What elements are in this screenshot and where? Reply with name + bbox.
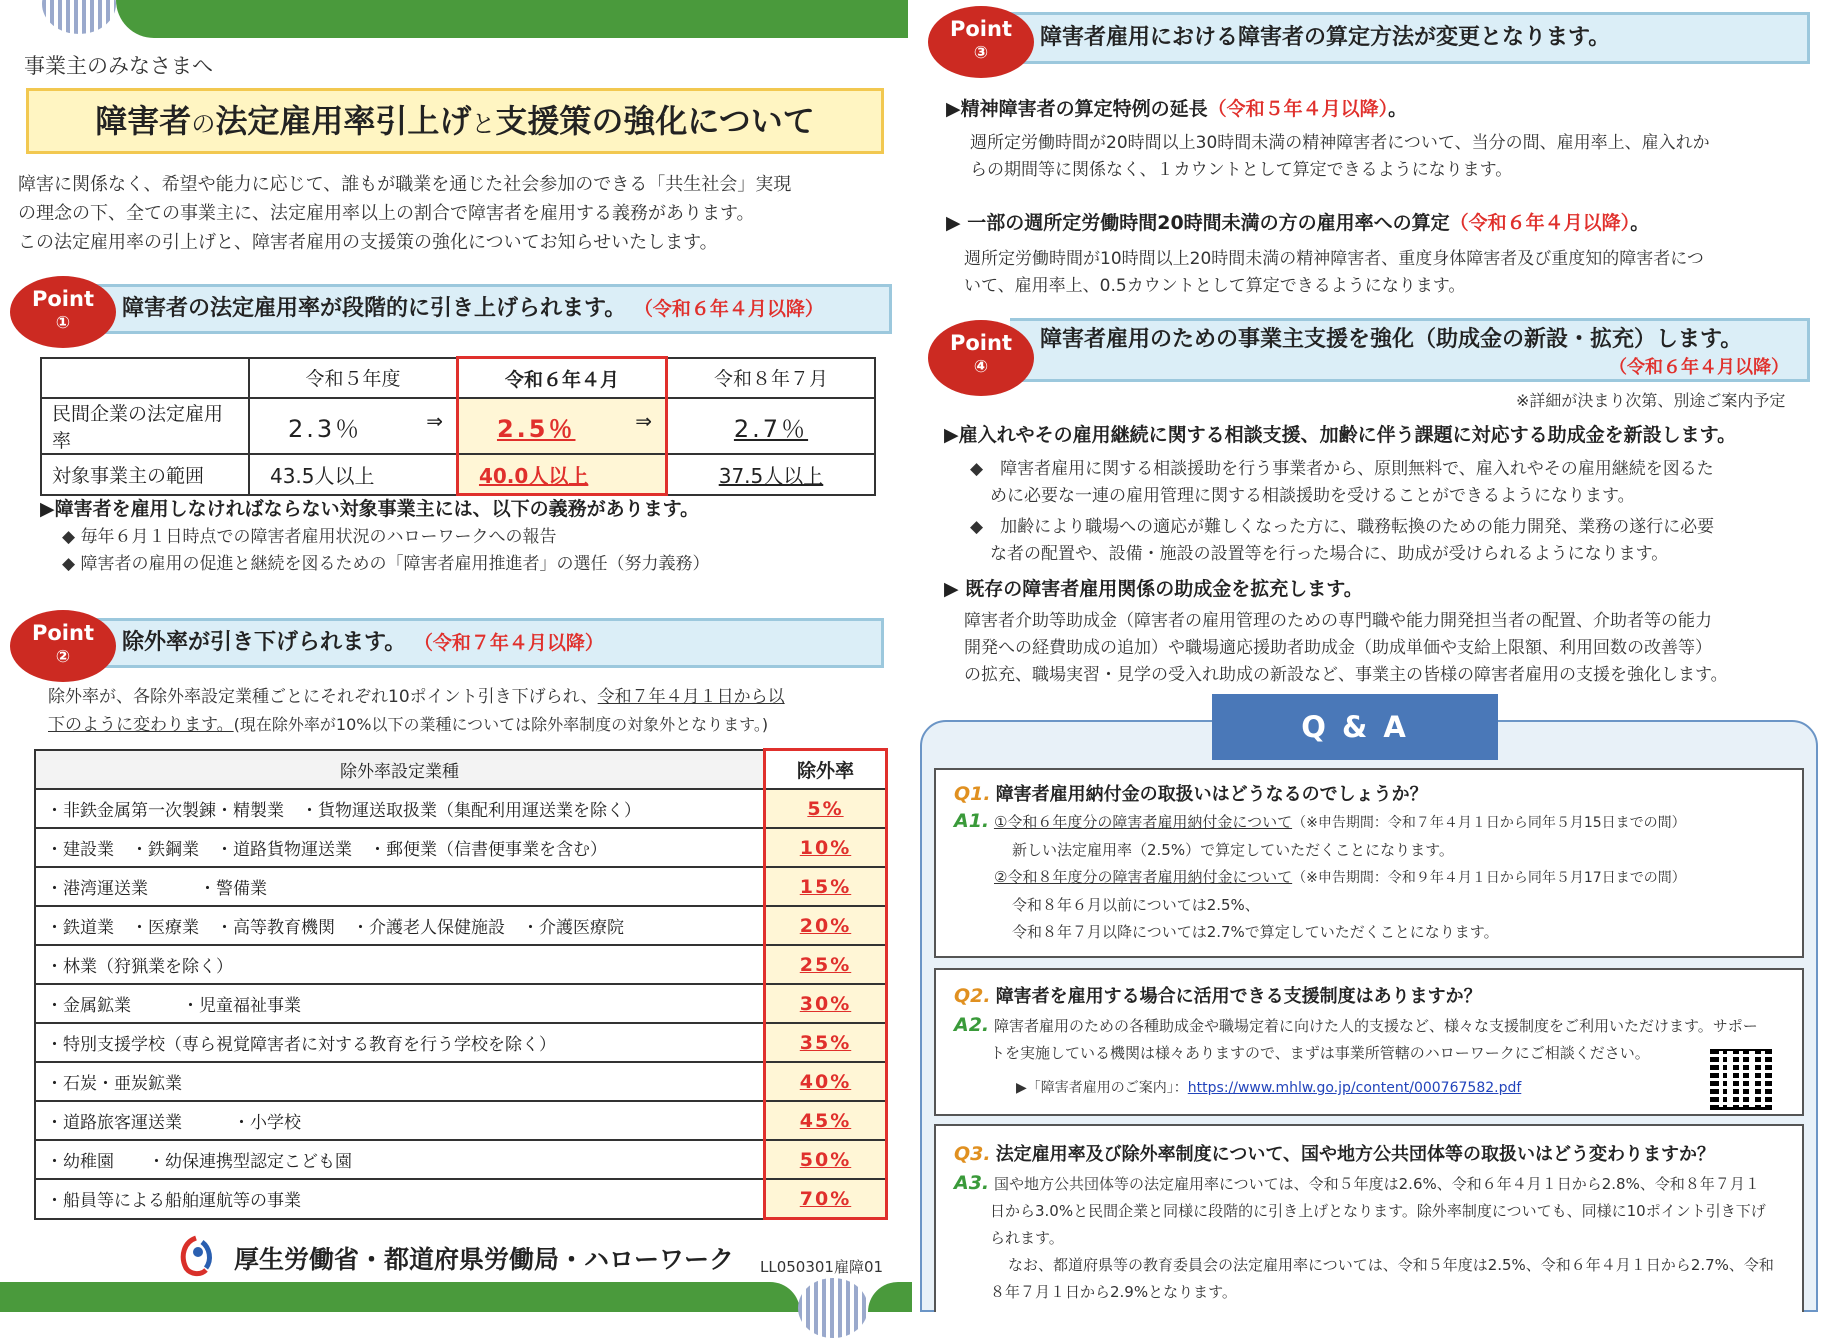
greeting: 事業主のみなさまへ [24,54,213,78]
employment-rate-table [40,356,876,496]
table-header-rate: 除外率 [764,750,886,790]
intro-line: 障害に関係なく、希望や能力に応じて、誰もが職業を通じた社会参加のできる「共生社会」実現 [18,174,792,195]
intro-line: この法定雇用率の引上げと、障害者雇用の支援策の強化についてお知らせいたします。 [18,232,718,253]
item-date: （令和６年４月以降） [1449,212,1631,234]
point3-header [1010,12,1810,64]
rate-cell: 5% [764,789,886,828]
title-to: と [471,110,496,138]
answer-text: 日から3.0%と民間企業と同様に段階的に引き上げとなります。除外率制度についても、同様に10ポイント引き下げ [990,1202,1766,1220]
table-row: ・石炭・亜炭鉱業 [35,1062,764,1101]
list-item: ◆ 加齢により職場への適応が難しくなった方に、職務転換のための能力開発、業務の遂行に必要 [970,517,1715,537]
duty-title: ▶障害者を雇用しなければならない対象事業主には、以下の義務があります。 [40,498,700,520]
table-corner [41,358,249,399]
answer-text: 令和８年６月以前については2.5%、 [1012,896,1260,914]
question-tag: Q3. [954,1143,991,1165]
link-label: ▶「障害者雇用のご案内」： [1016,1080,1188,1096]
question-tag: Q2. [954,985,991,1007]
answer-tag: A2. [954,1014,990,1036]
answer-text: （※申告期間：令和７年４月１日から同年５月15日までの間） [1292,815,1686,831]
answer-text: （※申告期間：令和９年４月１日から同年５月17日までの間） [1292,870,1686,886]
page-title [29,91,881,154]
bottom-green-bar-right [868,1282,912,1312]
item-title: ▶ 一部の週所定労働時間20時間未満の方の雇用率への算定 [946,212,1450,234]
duty-list [62,524,709,578]
table-cell [249,398,458,454]
point2-title: 除外率が引き下げられます。 [122,630,407,655]
point4-title: 障害者雇用のための事業主支援を強化（助成金の新設・拡充）します。 [1040,327,1743,352]
point4-header [1010,318,1810,382]
page-title-box [26,88,884,154]
body-line: の拡充、職場実習・見学の受入れ助成の新設など、事業主の皆様の障害者雇用の支援を強化します。 [964,665,1728,685]
ministry-name: 厚生労働省・都道府県労働局・ハローワーク [234,1245,735,1274]
rate-cell: 15% [764,867,886,906]
body-line: 週所定労働時間が10時間以上20時間未満の精神障害者、重度身体障害者及び重度知的障害者につ [964,249,1704,269]
point3-item2-title [946,208,1649,235]
item-end: 。 [1630,212,1650,234]
intro-line: の理念の下、全ての事業主に、法定雇用率以上の割合で障害者を雇用する義務があります。 [18,203,755,224]
point1-date: （令和６年４月以降） [633,298,824,320]
answer-text: 新しい法定雇用率（2.5%）で算定していただくことになります。 [1012,841,1454,859]
list-item: ◆ 障害者の雇用の促進と継続を図るための「障害者雇用推進者」の選任（努力義務） [62,554,710,574]
answer-text: ８年７月１日から2.9%となります。 [990,1283,1237,1301]
table-cell: 43.5人以上 [249,454,458,495]
badge-word: Point [949,331,1012,355]
answer-text-underlined: ①令和６年度分の障害者雇用納付金について [993,813,1293,831]
point1-title: 障害者の法定雇用率が段階的に引き上げられます。 [122,296,627,321]
desc-text-underlined: 令和７年４月１日から以 [597,687,785,707]
answer-text: 令和８年７月以降については2.7%で算定していただくことになります。 [1012,923,1499,941]
list-item: めに必要な一連の雇用管理に関する相談援助を受けることができるようになります。 [990,486,1635,506]
answer-text: トを実施している機関は様々ありますので、まずは事業所管轄のハローワークにご相談ください。 [990,1044,1650,1062]
point2-date: （令和７年４月以降） [413,632,604,654]
rate-cell: 20% [764,906,886,945]
arrow-icon: ⇒ [635,408,655,433]
body-line: 週所定労働時間が20時間以上30時間未満の精神障害者について、当分の間、雇用率上、雇入れか [970,133,1710,153]
rate-cell: 40% [764,1062,886,1101]
table-cell-highlight [457,398,666,454]
badge-num: ① [55,313,71,333]
qr-code-icon [1710,1048,1772,1110]
qa-heading: Q & A [1212,694,1498,760]
rate-cell: 25% [764,945,886,984]
title-part2: 法定雇用率引上げ [215,102,472,140]
bottom-green-bar [0,1282,800,1312]
rate-cell: 30% [764,984,886,1023]
item-end: 。 [1388,98,1408,120]
table-row: ・林業（狩猟業を除く） [35,945,764,984]
row-label: 対象事業主の範囲 [41,454,249,495]
point3-item1-title [946,94,1407,121]
table-header: 除外率設定業種 [35,750,764,790]
table-row: ・非鉄金属第一次製錬・精製業 ・貨物運送取扱業（集配利用運送業を除く） [35,789,764,828]
rate-value: 2.7％ [733,414,809,443]
table-cell [666,398,875,454]
rate-cell: 45% [764,1101,886,1140]
table-row: ・道路旅客運送業 ・小学校 [35,1101,764,1140]
question-text: 障害者雇用納付金の取扱いはどうなるのでしょうか？ [995,784,1428,805]
table-row: ・港湾運送業 ・警備業 [35,867,764,906]
question-text: 障害者を雇用する場合に活用できる支援制度はありますか？ [995,986,1482,1007]
rate-cell: 10% [764,828,886,867]
title-part3: 支援策の強化について [495,102,815,140]
desc-text: (現在除外率が10%以下の業種については除外率制度の対象外となります。) [233,715,769,734]
point4-item1-title: ▶雇入れやその雇用継続に関する相談支援、加齢に伴う課題に対応する助成金を新設します。 [944,424,1737,446]
point1-badge [10,276,116,348]
list-item: ◆ 毎年６月１日時点での障害者雇用状況のハローワークへの報告 [62,527,557,547]
table-header: 令和８年７月 [666,358,875,399]
rate-cell: 35% [764,1023,886,1062]
guide-link[interactable]: https://www.mhlw.go.jp/content/000767582.pdf [1187,1080,1522,1096]
qa-box-2 [934,968,1804,1116]
point4-badge [928,320,1034,396]
answer-text: られます。 [990,1229,1064,1247]
point3-badge [928,6,1034,78]
table-row: ・船員等による船舶運航等の事業 [35,1179,764,1219]
list-item: な者の配置や、設備・施設の設置等を行った場合に、助成が受けられるようになります。 [990,544,1669,564]
badge-num: ② [55,647,71,667]
point4-item2-body [964,608,1728,689]
point3-item1-body [970,130,1710,184]
point3-item2-body [964,246,1704,300]
body-line: 開発への経費助成の追加）や職場適応援助者助成金（助成単価や支給上限額、利用回数の改善等） [964,638,1712,658]
point4-date: （令和６年４月以降） [1609,357,1789,378]
answer-text: 国や地方公共団体等の法定雇用率については、令和５年度は2.6%、令和６年４月１日から2.8%、令和８年７月１ [993,1175,1760,1193]
answer-tag: A3. [954,1172,990,1194]
title-part1: 障害者 [95,102,192,140]
badge-num: ④ [973,357,989,377]
table-row: ・幼稚園 ・幼保連携型認定こども園 [35,1140,764,1179]
table-header: 令和５年度 [249,358,458,399]
point2-desc [48,684,785,739]
point4-note: ※詳細が決まり次第、別途ご案内予定 [1516,391,1786,410]
document-code: LL050301雇障01 [760,1258,884,1276]
badge-word: Point [949,17,1012,41]
intro-text [18,170,791,257]
point3-title: 障害者雇用における障害者の算定方法が変更となります。 [1040,25,1611,50]
table-cell: 37.5人以上 [666,454,875,495]
point2-badge [10,610,116,682]
table-header-highlight: 令和６年４月 [457,358,666,399]
list-item: ◆ 障害者雇用に関する相談援助を行う事業者から、原則無料で、雇入れやその雇用継続を図るた [970,459,1714,479]
ministry-logo-icon [176,1234,216,1278]
item-title: ▶精神障害者の算定特例の延長 [946,98,1208,120]
body-line: らの期間等に関係なく、１カウントとして算定できるようになります。 [970,160,1513,180]
body-line: いて、雇用率上、0.5カウントとして算定できるようになります。 [964,276,1466,296]
answer-text-underlined: ②令和８年度分の障害者雇用納付金について [994,868,1293,886]
rate-cell: 70% [764,1179,886,1219]
answer-tag: A1. [954,810,990,832]
item-date: （令和５年４月以降） [1207,98,1389,120]
decorative-stripe-top [42,0,116,34]
rate-value: 2.5％ [496,414,576,443]
rate-value: 2.3％ [287,414,363,443]
table-row: ・建設業 ・鉄鋼業 ・道路貨物運送業 ・郵便業（信書便事業を含む） [35,828,764,867]
desc-text: 除外率が、各除外率設定業種ごとにそれぞれ10ポイント引き下げられ、 [48,687,598,707]
question-tag: Q1. [954,783,991,805]
table-row: ・金属鉱業 ・児童福祉事業 [35,984,764,1023]
title-no: の [191,110,216,138]
point4-bullets [970,456,1714,568]
badge-word: Point [31,621,94,645]
table-row: ・鉄道業 ・医療業 ・高等教育機関 ・介護老人保健施設 ・介護医療院 [35,906,764,945]
rate-cell: 50% [764,1140,886,1179]
body-line: 障害者介助等助成金（障害者の雇用管理のための専門職や能力開発担当者の配置、介助者等の能力 [964,611,1712,631]
qa-box-3 [934,1124,1804,1312]
desc-text-underlined: 下のように変わります。 [48,715,234,735]
top-green-bar [116,0,908,38]
badge-num: ③ [973,43,989,63]
row-label: 民間企業の法定雇用率 [41,398,249,454]
answer-text: なお、都道府県等の教育委員会の法定雇用率については、令和５年度は2.5%、令和６年４月１日から2.7%、令和 [1008,1256,1774,1274]
table-cell-highlight: 40.0人以上 [457,454,666,495]
badge-word: Point [31,287,94,311]
point1-header [92,284,892,334]
arrow-icon: ⇒ [426,408,446,433]
exclusion-rate-table [34,748,888,1220]
question-text: 法定雇用率及び除外率制度について、国や地方公共団体等の取扱いはどう変わりますか？ [995,1144,1715,1165]
answer-text: 障害者雇用のための各種助成金や職場定着に向けた人的支援など、様々な支援制度をご利用いただけます。サポー [993,1017,1758,1035]
table-row: ・特別支援学校（専ら視覚障害者に対する教育を行う学校を除く） [35,1023,764,1062]
qa-box-1 [934,768,1804,958]
point2-header [92,618,884,668]
decorative-stripe-bottom [798,1278,868,1338]
point4-item2-title: ▶ 既存の障害者雇用関係の助成金を拡充します。 [944,578,1363,600]
